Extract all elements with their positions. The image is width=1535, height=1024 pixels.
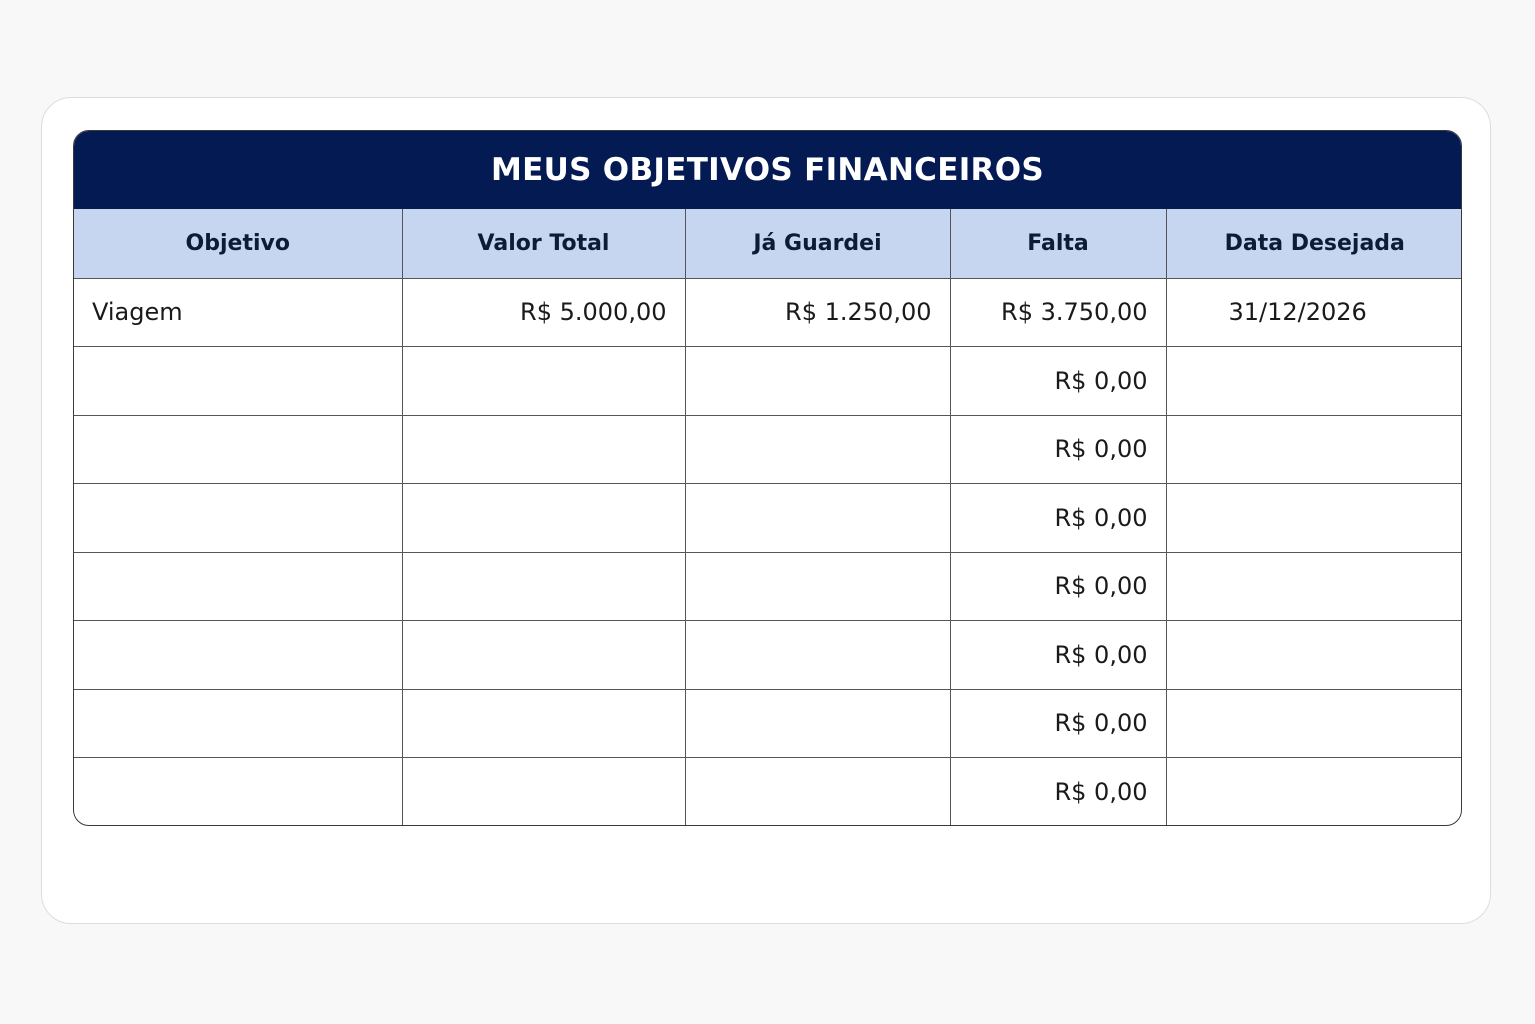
column-header-data-desejada[interactable]: Data Desejada <box>1166 209 1462 278</box>
cell-falta[interactable]: R$ 0,00 <box>950 347 1166 416</box>
cell-valor-total[interactable] <box>402 621 685 690</box>
cell-ja-guardei[interactable] <box>685 552 950 621</box>
cell-data-desejada[interactable] <box>1166 415 1462 484</box>
cell-data-desejada[interactable] <box>1166 689 1462 758</box>
cell-ja-guardei[interactable] <box>685 621 950 690</box>
cell-data-desejada[interactable] <box>1166 552 1462 621</box>
cell-objetivo[interactable] <box>74 347 402 416</box>
cell-valor-total[interactable] <box>402 552 685 621</box>
column-header-falta[interactable]: Falta <box>950 209 1166 278</box>
cell-valor-total[interactable] <box>402 484 685 553</box>
cell-ja-guardei[interactable] <box>685 415 950 484</box>
cell-valor-total[interactable]: R$ 5.000,00 <box>402 278 685 347</box>
table-row <box>74 758 1462 827</box>
cell-ja-guardei[interactable] <box>685 689 950 758</box>
column-header-valor-total[interactable]: Valor Total <box>402 209 685 278</box>
cell-valor-total[interactable] <box>402 689 685 758</box>
table-row <box>74 278 1462 347</box>
cell-valor-total[interactable] <box>402 415 685 484</box>
cell-falta[interactable]: R$ 3.750,00 <box>950 278 1166 347</box>
cell-falta[interactable]: R$ 0,00 <box>950 689 1166 758</box>
cell-objetivo[interactable] <box>74 415 402 484</box>
cell-data-desejada[interactable] <box>1166 484 1462 553</box>
cell-objetivo[interactable] <box>74 758 402 827</box>
cell-ja-guardei[interactable] <box>685 758 950 827</box>
cell-objetivo[interactable] <box>74 484 402 553</box>
cell-data-desejada[interactable] <box>1166 621 1462 690</box>
cell-ja-guardei[interactable] <box>685 484 950 553</box>
column-header-objetivo[interactable]: Objetivo <box>74 209 402 278</box>
cell-valor-total[interactable] <box>402 347 685 416</box>
cell-objetivo[interactable] <box>74 552 402 621</box>
cell-ja-guardei[interactable] <box>685 347 950 416</box>
cell-falta[interactable]: R$ 0,00 <box>950 415 1166 484</box>
cell-objetivo[interactable] <box>74 621 402 690</box>
cell-objetivo[interactable]: Viagem <box>74 278 402 347</box>
cell-falta[interactable]: R$ 0,00 <box>950 621 1166 690</box>
cell-falta[interactable]: R$ 0,00 <box>950 552 1166 621</box>
cell-data-desejada[interactable] <box>1166 347 1462 416</box>
table-row <box>74 621 1462 690</box>
table-row <box>74 484 1462 553</box>
cell-objetivo[interactable] <box>74 689 402 758</box>
table-title: MEUS OBJETIVOS FINANCEIROS <box>74 131 1461 209</box>
table-row <box>74 415 1462 484</box>
goals-grid <box>74 209 1462 826</box>
cell-ja-guardei[interactable]: R$ 1.250,00 <box>685 278 950 347</box>
table-row <box>74 689 1462 758</box>
cell-falta[interactable]: R$ 0,00 <box>950 484 1166 553</box>
cell-data-desejada[interactable] <box>1166 758 1462 827</box>
cell-falta[interactable]: R$ 0,00 <box>950 758 1166 827</box>
table-row <box>74 347 1462 416</box>
header-row <box>74 209 1462 278</box>
table-row <box>74 552 1462 621</box>
column-header-ja-guardei[interactable]: Já Guardei <box>685 209 950 278</box>
cell-valor-total[interactable] <box>402 758 685 827</box>
financial-goals-table <box>73 130 1462 826</box>
cell-data-desejada[interactable]: 31/12/2026 <box>1166 278 1462 347</box>
